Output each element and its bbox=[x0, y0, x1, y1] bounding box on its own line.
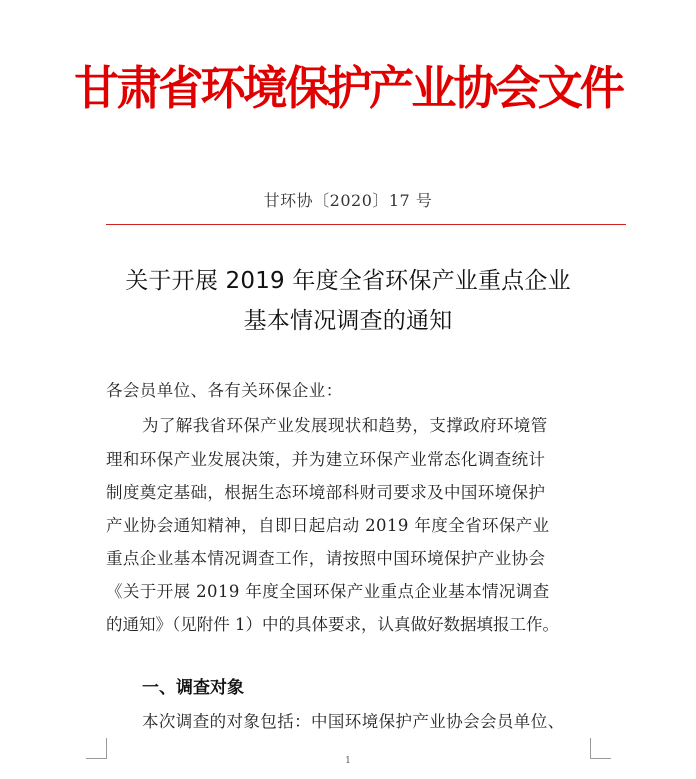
page-number: 1 bbox=[345, 756, 351, 766]
page-margin-mark-right bbox=[590, 738, 611, 759]
paragraph-line-4: 产业协会通知精神，自即日起启动 2019 年度全省环保产业 bbox=[106, 516, 550, 535]
salutation: 各会员单位、各有关环保企业： bbox=[106, 381, 343, 400]
paragraph-line-7: 的通知》（见附件 1）中的具体要求，认真做好数据填报工作。 bbox=[106, 615, 559, 634]
paragraph-line-1: 为了解我省环保产业发展现状和趋势，支撑政府环境管 bbox=[142, 416, 548, 435]
section-first-line: 本次调查的对象包括：中国环境保护产业协会会员单位、 bbox=[142, 712, 565, 731]
paragraph-line-6: 《关于开展 2019 年度全国环保产业重点企业基本情况调查 bbox=[106, 582, 550, 601]
paragraph-line-3: 制度奠定基础，根据生态环境部科财司要求及中国环境保护 bbox=[106, 483, 546, 502]
section-heading: 一、调查对象 bbox=[142, 678, 244, 698]
page-margin-mark-left bbox=[86, 738, 107, 759]
notice-title-line-1: 关于开展 2019 年度全省环保产业重点企业 bbox=[125, 268, 571, 294]
notice-title-line-2: 基本情况调查的通知 bbox=[243, 308, 453, 334]
document-header-title: 甘肃省环境保护产业协会文件 bbox=[74, 61, 622, 115]
document-number: 甘环协〔2020〕17 号 bbox=[263, 191, 433, 210]
paragraph-line-5: 重点企业基本情况调查工作，请按照中国环境保护产业协会 bbox=[106, 549, 546, 568]
red-separator-line bbox=[106, 224, 626, 225]
paragraph-line-2: 理和环保产业发展决策，并为建立环保产业常态化调查统计 bbox=[106, 450, 546, 469]
